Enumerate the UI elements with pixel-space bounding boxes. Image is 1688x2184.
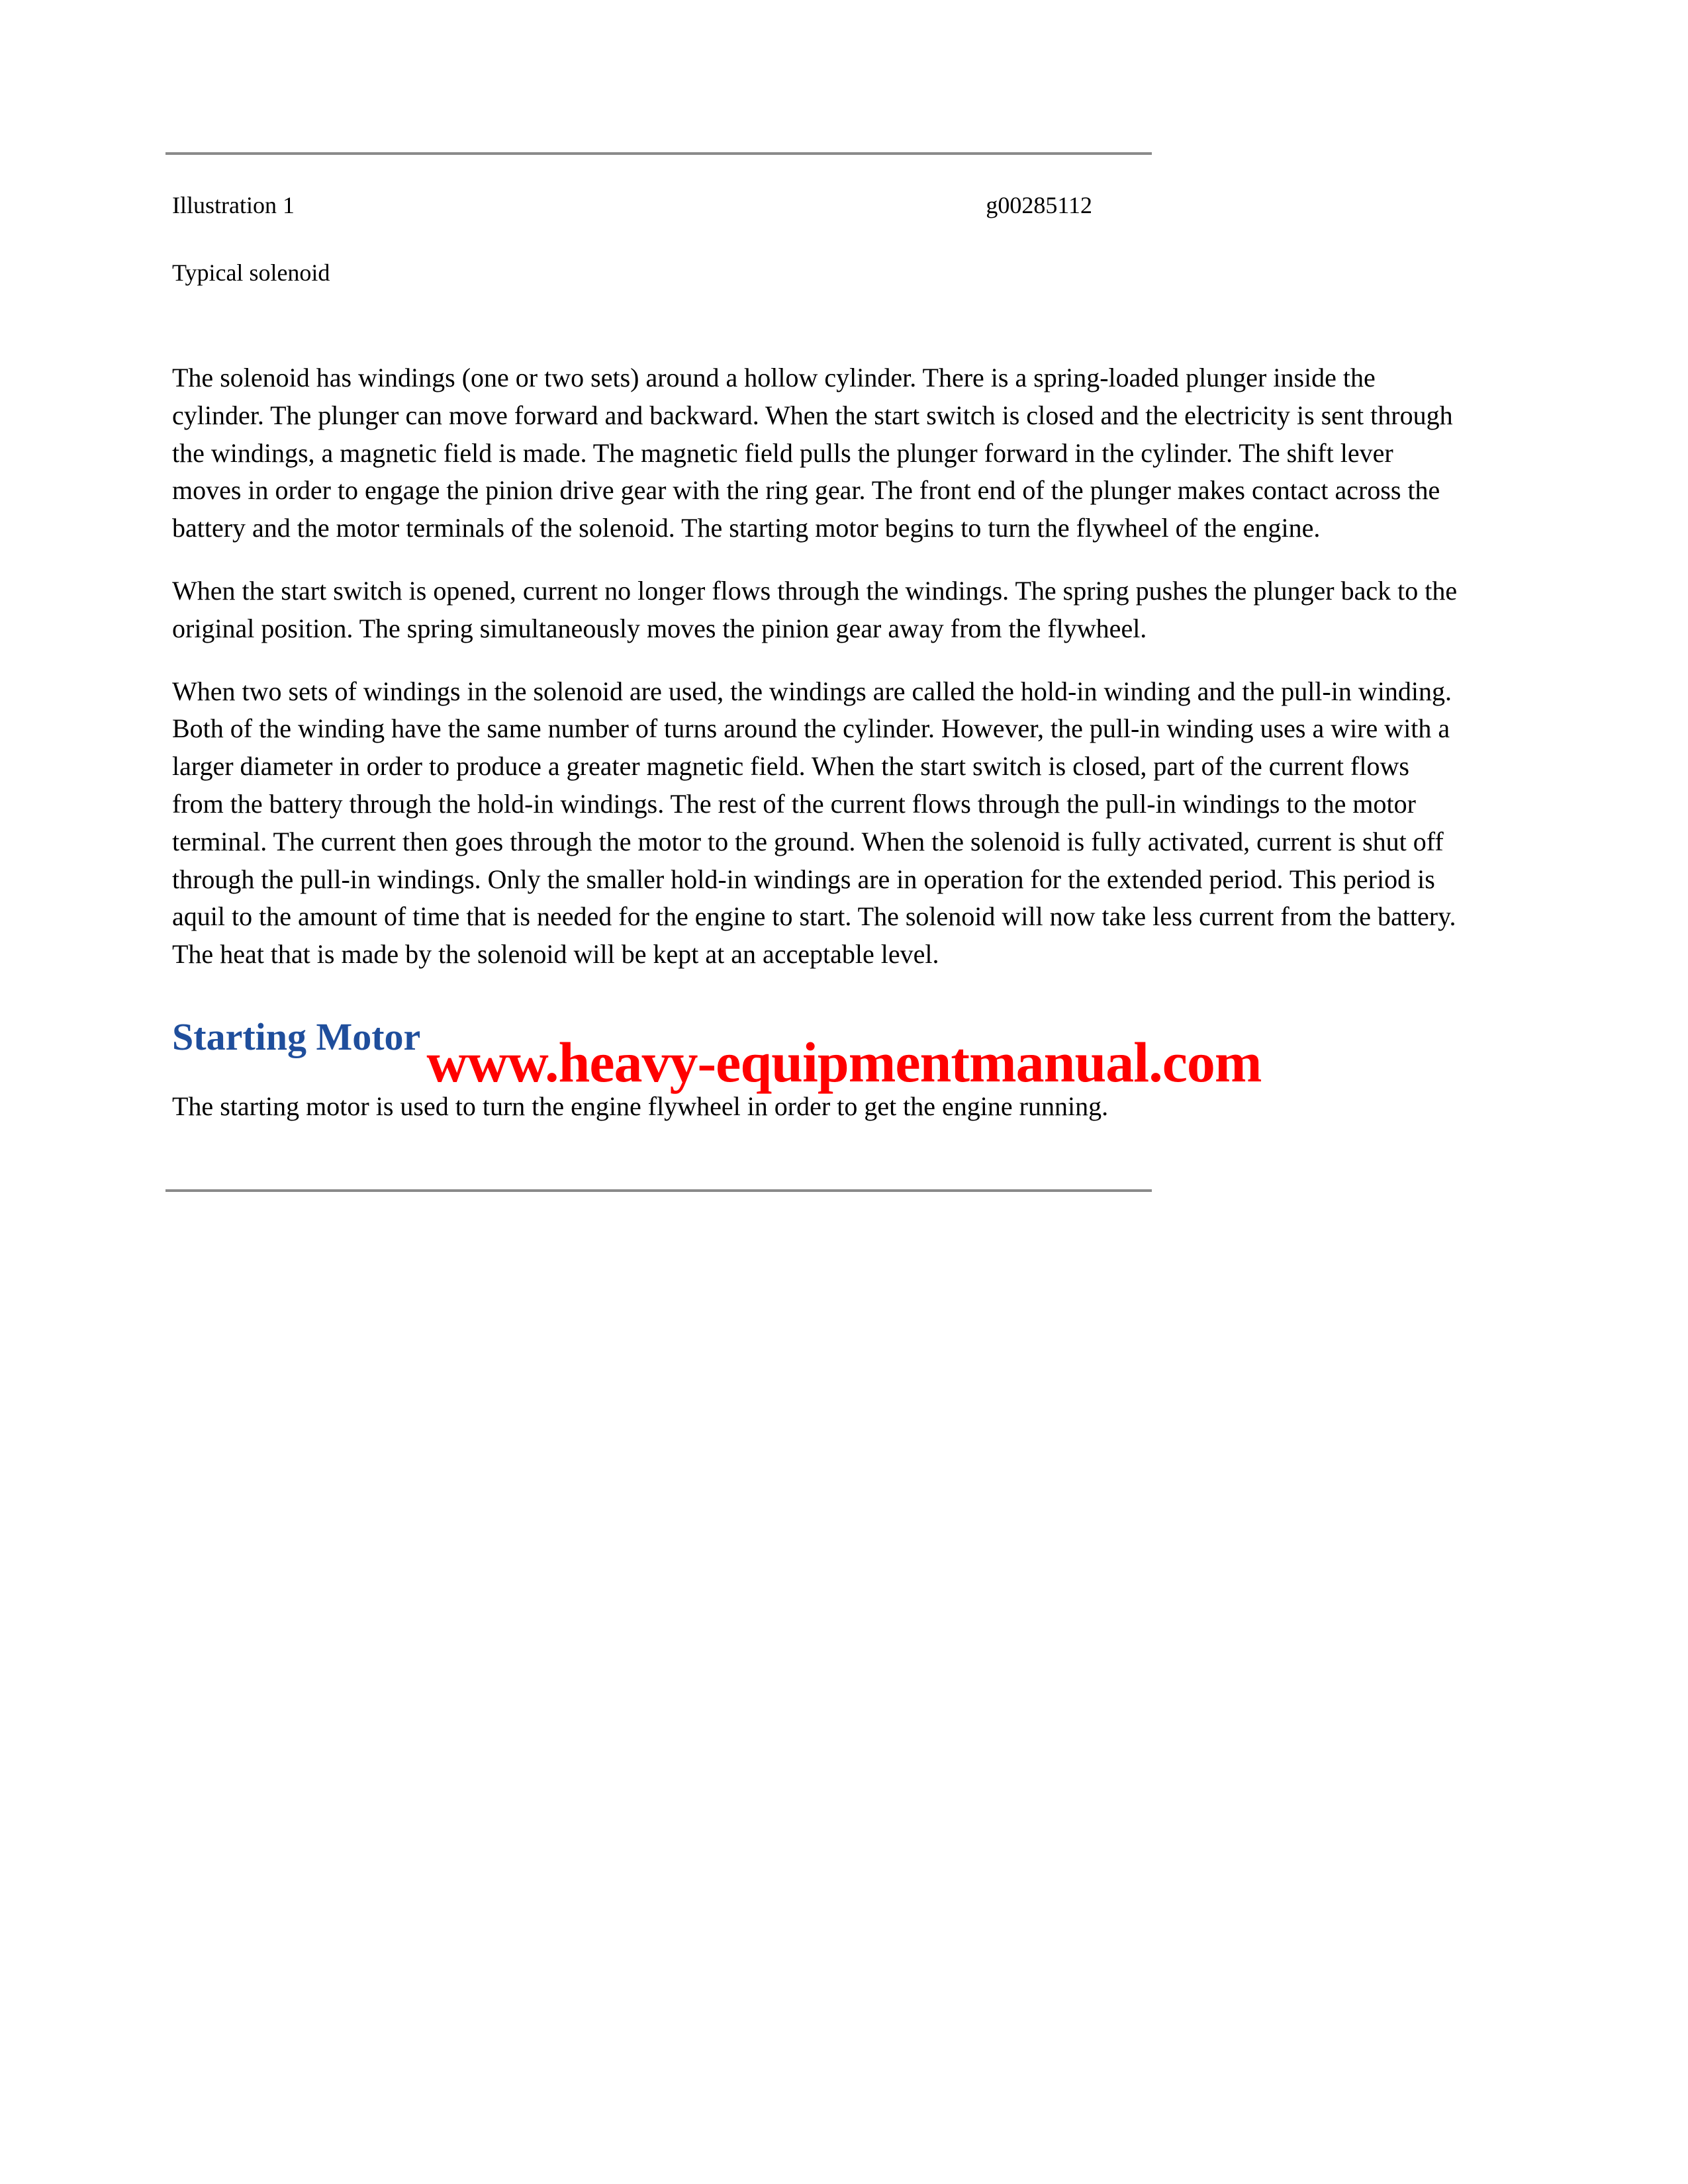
top-divider [165, 152, 1152, 155]
paragraph: When two sets of windings in the solenoid are used, the windings are called the hold-in winding and the pull-in winding. Both of the winding have the same number of turns around the cylinder. However, the pull-in winding uses a wire with a larger diameter in order to produce a greater magnetic field. When the start switch is closed, part of the current flows from the battery through the hold-in windings. The rest of the current flows through the pull-in windings to the motor terminal. The current then goes through the motor to the ground. When the solenoid is fully activated, current is shut off through the pull-in windings. Only the smaller hold-in windings are in operation for the extended period. This period is aquil to the amount of time that is needed for the engine to start. The solenoid will now take less current from the battery. The heat that is made by the solenoid will be kept at an acceptable level. [172, 676, 1456, 970]
illustration-caption-row [165, 191, 1152, 219]
illustration-figure-id: g00285112 [986, 192, 1092, 218]
paragraph: The solenoid has windings (one or two sets) around a hollow cylinder. There is a spring-loaded plunger inside the cylinder. The plunger can move forward and backward. When the start switch is closed and the electricity is sent through the windings, a magnetic field is made. The magnetic field pulls the plunger forward in the cylinder. The shift lever moves in order to engage the pinion drive gear with the ring gear. The front end of the plunger makes contact across the battery and the motor terminals of the solenoid. The starting motor begins to turn the flywheel of the engine. [172, 363, 1453, 543]
illustration-label: Illustration 1 [172, 192, 295, 218]
section-heading: Starting Motor [172, 1015, 421, 1058]
bottom-divider [165, 1189, 1152, 1192]
illustration-caption: Typical solenoid [172, 259, 330, 286]
body-text [165, 359, 1463, 1126]
section-paragraph: The starting motor is used to turn the engine flywheel in order to get the engine running. [172, 1091, 1109, 1121]
paragraph: When the start switch is opened, current no longer flows through the windings. The spring pushes the plunger back to the original position. The spring simultaneously moves the pinion gear away from the flywheel. [172, 575, 1458, 643]
watermark-text: www.heavy-equipmentmanual.com [426, 1030, 1262, 1094]
page-content [165, 152, 1483, 1192]
